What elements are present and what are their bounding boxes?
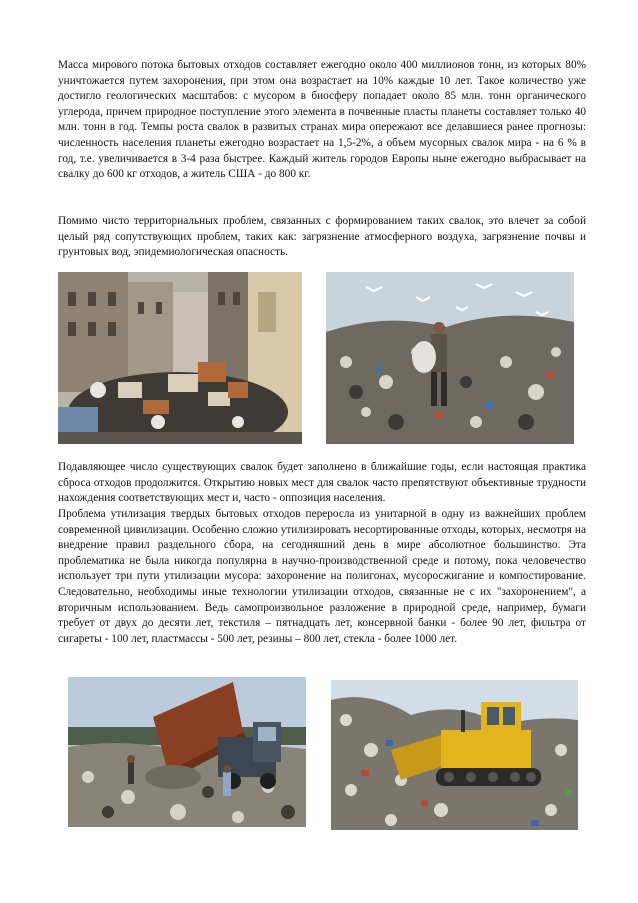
photo-dump-truck <box>68 677 306 827</box>
paragraph-utilization-problem: Проблема утилизация твердых бытовых отходов переросла из унитарной в одну из важнейших проблем современной цивилизации. Особенно сложно утилизировать несортированные отходы, которых, несмотря на внедрение правил раздельного сбора, на сегодняшний день в мире абсолютное большинство. Эта проблематика не была никогда популярна в научно-производственной среде и потому, пока человечество использует три пути утилизации мусора: захоронение на полигонах, мусоросжигание и компостирование. Следовательно, необходимы иные технологии утилизации отходов, связанные не с их "захоронением", а вторичным использованием. Ведь самопроизвольное разложение в природной среде, например, бумаги требует от двух до десяти лет, текстиля – пятнадцать лет, консервной банки - более 90 лет, фильтра от сигареты - 100 лет, пластмассы - 500 лет, резины – 800 лет, стекла - более 1000 лет. <box>58 508 586 645</box>
photo-landfill-seagulls <box>326 272 574 444</box>
photo-bulldozer <box>331 680 578 830</box>
photo-street-garbage <box>58 272 302 444</box>
paragraph-waste-volume: Масса мирового потока бытовых отходов составляет ежегодно около 400 миллионов тонн, из которых 80% уничтожается путем захоронения, при этом она возрастает на 10% каждые 10 лет. Такое количество уже достигло геологических масштабов: с мусором в биосферу попадает около 85 млн. тонн органического углерода, причем природное поступление этого элемента в почвенные пласты планеты составляет только 40 млн. тонн в год. Темпы роста свалок в развитых странах мира опережают все делавшиеся ранее прогнозы: численность населения планеты ежегодно возрастает на 1,5-2%, а объем мусорных свалок мира - на 6 % в год, т.е. увеличивается в 3-4 раза быстрее. Каждый житель городов Европы ныне ежегодно выбрасывает на свалку до 600 кг отходов, а житель США - до 800 кг. <box>58 59 586 181</box>
paragraph-related-problems: Помимо чисто территориальных проблем, связанных с формированием таких свалок, это влечет за собой целый ряд сопутствующих проблем, таких как: загрязнение атмосферного воздуха, загрязнение почвы и грунтовых вод, эпидемиологическая опасность. <box>58 215 586 259</box>
paragraph-landfills-filling: Подавляющее число существующих свалок будет заполнено в ближайшие годы, если настоящая практика сброса отходов продолжится. Открытию новых мест для свалок часто препятствуют объективные трудности нахождения соответствующих мест и, часто - оппозиция населения. <box>58 461 586 505</box>
